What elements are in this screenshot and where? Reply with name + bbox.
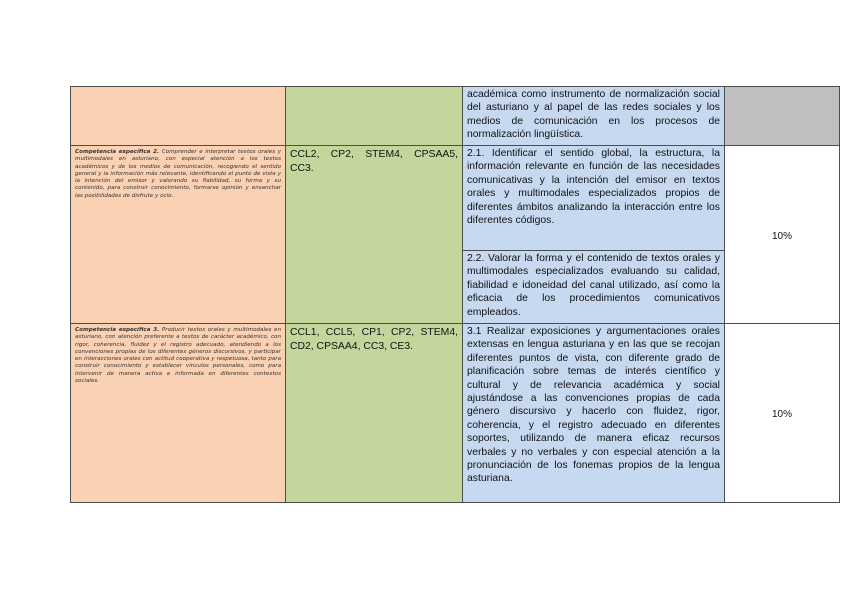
competence-text: Comprender e interpretar textos orales y multimodales en asturiano, con especial atención a los textos académicos y de los medios de comunicación, recogiendo el sentido general y la información más relevante, identificando el punto de vista y la intención del emisor y valorando su fiabilidad, su forma y su contenido, para construir conocimiento, formarse opinión y ensanchar las posibilidades de disfrute y ocio. [75, 149, 282, 199]
criterion-cell [463, 324, 725, 503]
criterion-cell [463, 251, 725, 324]
competence-description [71, 324, 285, 385]
weight-cell [725, 87, 840, 146]
competence-title: Competencia específica 3. [75, 327, 160, 333]
table-row [71, 324, 840, 503]
descriptors-cell [286, 324, 463, 503]
descriptors-text: CCL2, CP2, STEM4, CPSAA5, CC3. [290, 149, 458, 174]
criterion-text: 3.1 Realizar exposiciones y argumentaciones orales extensas en lengua asturiana y en las que se recojan diferentes puntos de vista, con diferente grado de planificación sobre temas de interés científico y cultural y de relevancia académica y social ajustándose a las convenciones propias de cada género discursivo y hacerlo con fluidez, rigor, coherencia, y el registro adecuado en diferentes soportes, utilizando de manera eficaz recursos verbales y no verbales y con especial atención a la pronunciación de los fonemas propios de la lengua asturiana. [467, 326, 720, 485]
descriptors-cell [286, 87, 463, 146]
table-row [71, 87, 840, 146]
weight-value: 10% [771, 230, 792, 242]
weight-cell [725, 324, 840, 503]
competence-title: Competencia específica 2. [75, 149, 160, 155]
weight-cell [725, 146, 840, 324]
competence-cell [71, 87, 286, 146]
criterion-cell [463, 146, 725, 251]
criterion-text: académica como instrumento de normalización social del asturiano y al papel de las redes sociales y los medios de comunicación en los procesos de normalización lingüística. [467, 89, 720, 141]
competence-text: Producir textos orales y multimodales en asturiano, con atención preferente a textos de carácter académico, con rigor, coherencia, fluidez y el registro adecuado, atendiendo a los convenciones propias de los diferentes géneros discursivos, y participar en interacciones orales con actitud cooperativa y respetuosa, tanto para construir conocimiento y establecer vínculos personales, como para intervenir de manera activa e informada en diferentes contextos sociales. [75, 327, 282, 384]
competence-cell [71, 324, 286, 503]
competence-description [71, 146, 285, 200]
descriptors-cell [286, 146, 463, 324]
descriptors-text: CCL1, CCL5, CP1, CP2, STEM4, CD2, CPSAA4, CC3, CE3. [290, 327, 458, 352]
criterion-text: 2.1. Identificar el sentido global, la estructura, la información relevante en función de las necesidades comunicativas y la intención del emisor en textos orales y multimodales especializados propios de diferentes ámbitos analizando la interacción entre los diferentes códigos. [467, 148, 720, 227]
curriculum-table [70, 86, 840, 503]
table-row [71, 146, 840, 251]
criterion-cell [463, 87, 725, 146]
competence-cell [71, 146, 286, 324]
criterion-text: 2.2. Valorar la forma y el contenido de textos orales y multimodales especializados evaluando su calidad, fiabilidad e idoneidad del canal utilizado, así como la eficacia de los procedimientos comunicativos empleados. [467, 253, 720, 318]
weight-value: 10% [771, 409, 792, 420]
